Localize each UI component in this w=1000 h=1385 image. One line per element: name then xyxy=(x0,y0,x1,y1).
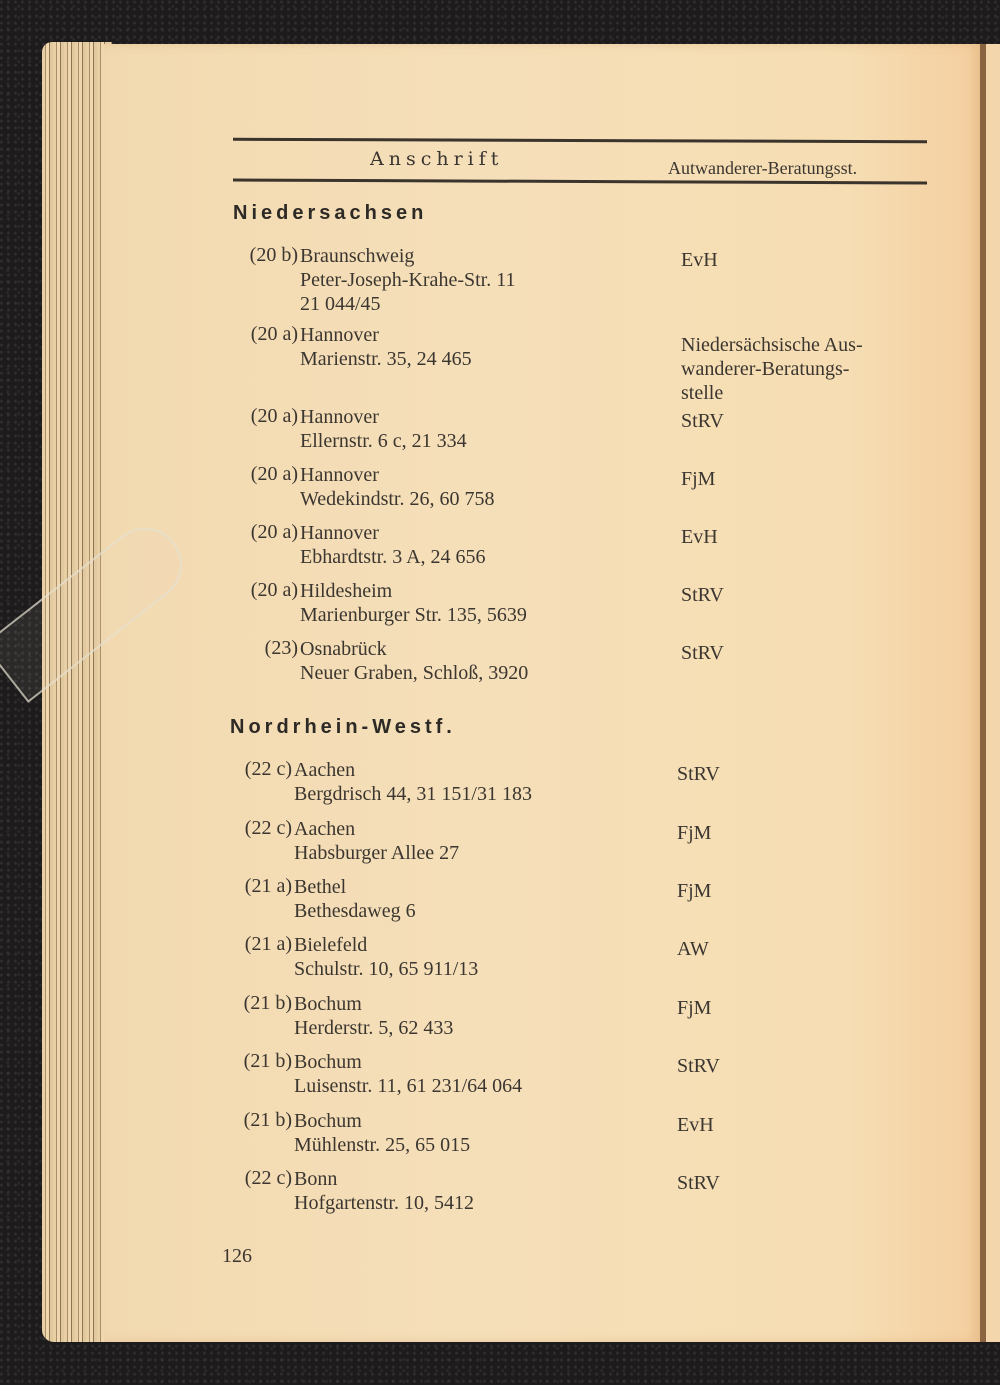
advisory-office-line: StRV xyxy=(681,410,724,432)
advisory-office-line: FjM xyxy=(677,880,712,902)
advisory-office xyxy=(677,1113,927,1137)
postal-zone-code: (20 a) xyxy=(250,579,298,601)
advisory-office xyxy=(681,333,931,405)
advisory-office xyxy=(677,1171,927,1195)
address-block xyxy=(294,1050,522,1098)
address-block xyxy=(294,817,459,865)
city-name: Bethel xyxy=(294,876,347,898)
address-line: Mühlenstr. 25, 65 015 xyxy=(294,1134,471,1156)
address-block xyxy=(294,1109,470,1157)
facing-page-edge xyxy=(986,44,1000,1342)
advisory-office xyxy=(681,641,931,665)
postal-zone-code: (20 a) xyxy=(250,521,298,543)
address-line: Herderstr. 5, 62 433 xyxy=(294,1017,454,1039)
advisory-office-line: wanderer-Beratungs- xyxy=(681,358,850,380)
advisory-office-line: StRV xyxy=(681,642,724,664)
advisory-office-line: StRV xyxy=(681,584,724,606)
advisory-office-line: StRV xyxy=(677,1172,720,1194)
city-name: Bielefeld xyxy=(294,934,368,956)
advisory-office-line: StRV xyxy=(677,1055,720,1077)
advisory-office xyxy=(677,762,927,786)
address-block xyxy=(300,579,527,627)
advisory-office-line: EvH xyxy=(677,1114,714,1136)
address-block xyxy=(300,323,472,371)
page-edges xyxy=(42,42,112,1342)
postal-zone-code: (21 a) xyxy=(244,875,292,897)
city-name: Aachen xyxy=(294,818,356,840)
advisory-office xyxy=(677,937,927,961)
address-line: 21 044/45 xyxy=(300,293,381,315)
address-line: Neuer Graben, Schloß, 3920 xyxy=(300,662,529,684)
city-name: Bochum xyxy=(294,1051,362,1073)
advisory-office-line: StRV xyxy=(677,763,720,785)
page-number: 126 xyxy=(222,1245,252,1267)
section-title: Niedersachsen xyxy=(233,202,428,224)
address-line: Habsburger Allee 27 xyxy=(294,842,460,864)
advisory-office xyxy=(681,583,931,607)
address-block xyxy=(300,521,486,569)
advisory-office-line: EvH xyxy=(681,526,718,548)
advisory-office xyxy=(677,1054,927,1078)
address-line: Schulstr. 10, 65 911/13 xyxy=(294,958,479,980)
address-line: Wedekindstr. 26, 60 758 xyxy=(300,488,495,510)
advisory-office-line: FjM xyxy=(677,822,712,844)
advisory-office xyxy=(677,821,927,845)
city-name: Bonn xyxy=(294,1168,338,1190)
address-block xyxy=(300,405,467,453)
postal-zone-code: (22 c) xyxy=(244,817,292,839)
advisory-office xyxy=(681,525,931,549)
address-line: Hofgartenstr. 10, 5412 xyxy=(294,1192,474,1214)
address-line: Bethesdaweg 6 xyxy=(294,900,416,922)
city-name: Hannover xyxy=(300,406,379,428)
address-line: Bergdrisch 44, 31 151/31 183 xyxy=(294,783,532,805)
advisory-office xyxy=(677,879,927,903)
book-page xyxy=(104,44,980,1342)
column-header-address: Anschrift xyxy=(370,148,504,170)
advisory-office-line: stelle xyxy=(681,382,724,404)
postal-zone-code: (20 b) xyxy=(249,244,298,266)
postal-zone-code: (21 b) xyxy=(243,992,292,1014)
city-name: Hannover xyxy=(300,464,379,486)
city-name: Bochum xyxy=(294,1110,362,1132)
postal-zone-code: (23) xyxy=(264,637,298,659)
city-name: Braunschweig xyxy=(300,245,415,267)
address-block xyxy=(294,875,416,923)
address-line: Luisenstr. 11, 61 231/64 064 xyxy=(294,1075,523,1097)
address-line: Peter-Joseph-Krahe-Str. 11 xyxy=(300,269,516,291)
city-name: Hildesheim xyxy=(300,580,393,602)
address-line: Marienstr. 35, 24 465 xyxy=(300,348,472,370)
postal-zone-code: (22 c) xyxy=(244,758,292,780)
address-block xyxy=(300,244,515,316)
column-header-office: Autwanderer-Beratungsst. xyxy=(668,158,858,178)
advisory-office-line: Niedersächsische Aus- xyxy=(681,334,863,356)
advisory-office xyxy=(677,996,927,1020)
postal-zone-code: (20 a) xyxy=(250,323,298,345)
city-name: Hannover xyxy=(300,522,379,544)
address-line: Ebhardtstr. 3 A, 24 656 xyxy=(300,546,486,568)
advisory-office-line: EvH xyxy=(681,249,718,271)
postal-zone-code: (20 a) xyxy=(250,405,298,427)
address-block xyxy=(294,758,532,806)
advisory-office-line: FjM xyxy=(681,468,716,490)
address-block xyxy=(294,933,478,981)
advisory-office-line: FjM xyxy=(677,997,712,1019)
address-block xyxy=(294,992,453,1040)
city-name: Bochum xyxy=(294,993,362,1015)
postal-zone-code: (20 a) xyxy=(250,463,298,485)
advisory-office-line: AW xyxy=(677,938,709,960)
address-block xyxy=(300,463,494,511)
address-block xyxy=(300,637,528,685)
address-line: Marienburger Str. 135, 5639 xyxy=(300,604,527,626)
city-name: Osnabrück xyxy=(300,638,387,660)
postal-zone-code: (21 b) xyxy=(243,1050,292,1072)
city-name: Aachen xyxy=(294,759,356,781)
postal-zone-code: (22 c) xyxy=(244,1167,292,1189)
advisory-office xyxy=(681,248,931,272)
city-name: Hannover xyxy=(300,324,379,346)
section-title: Nordrhein-Westf. xyxy=(230,716,456,738)
postal-zone-code: (21 b) xyxy=(243,1109,292,1131)
postal-zone-code: (21 a) xyxy=(244,933,292,955)
address-block xyxy=(294,1167,474,1215)
advisory-office xyxy=(681,467,931,491)
address-line: Ellernstr. 6 c, 21 334 xyxy=(300,430,467,452)
advisory-office xyxy=(681,409,931,433)
